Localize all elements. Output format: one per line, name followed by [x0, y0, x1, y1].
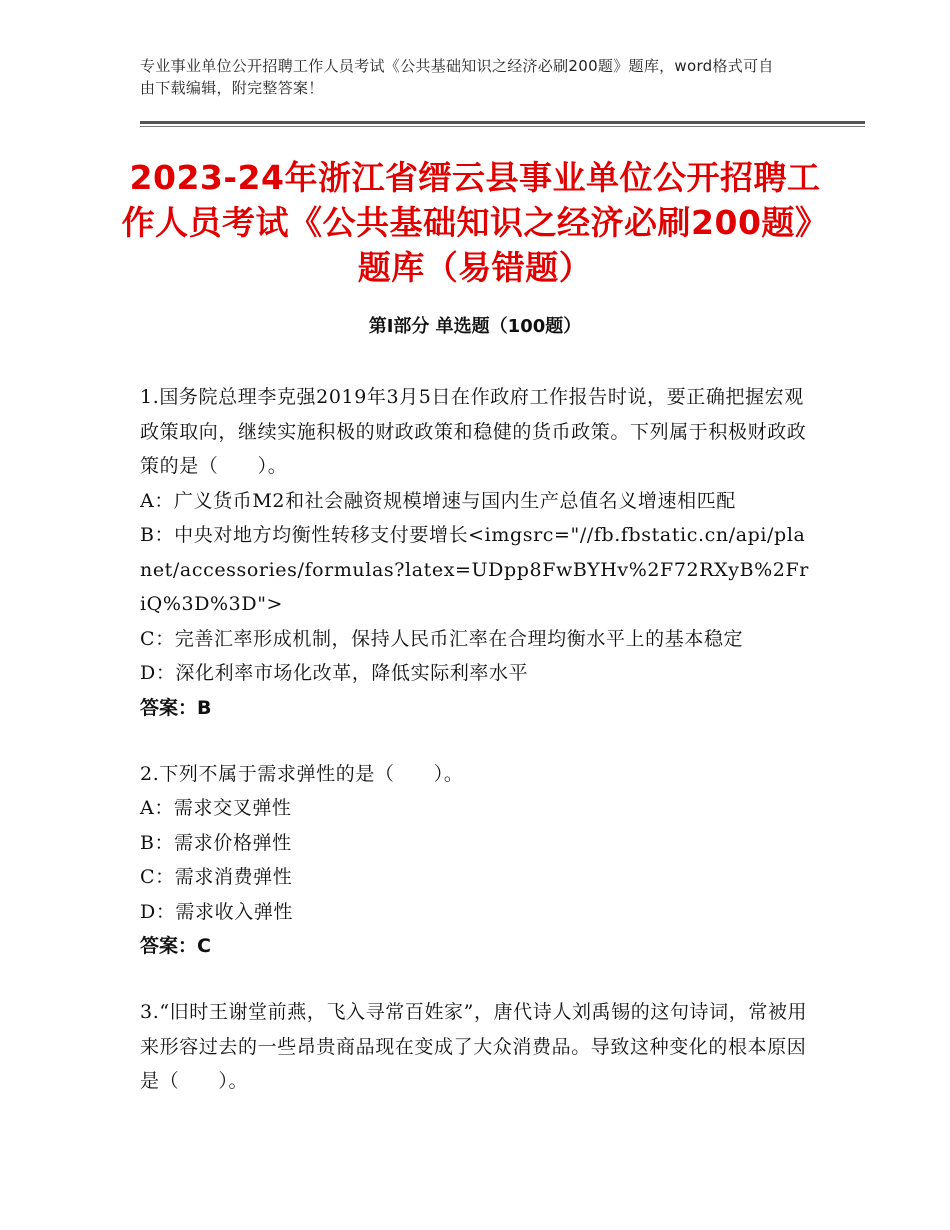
question-3: [140, 995, 810, 1099]
header-rule-thick: [140, 121, 865, 124]
question-2: [140, 757, 810, 964]
document-title: 2023-24年浙江省缙云县事业单位公开招聘工作人员考试《公共基础知识之经济必刷200题》题库（易错题）: [121, 158, 829, 287]
header-rule-thin: [140, 126, 865, 127]
question-list: [140, 380, 810, 1131]
option-b: B：需求价格弹性: [140, 831, 292, 854]
section-title: 第Ⅰ部分 单选题（100题）: [368, 316, 582, 337]
option-d: D：需求收入弹性: [140, 900, 294, 923]
option-a: A：广义货币M2和社会融资规模增速与国内生产总值名义增速相匹配: [140, 489, 736, 512]
option-c: C：需求消费弹性: [140, 866, 293, 888]
option-b: B：中央对地方均衡性转移支付要增长<imgsrc="//fb.fbstatic.cn/api/planet/accessories/formulas?latex=UDpp8FwBYHv%2F72RXyB%2FriQ%3D%3D">: [140, 524, 809, 615]
question-stem: 1.国务院总理李克强2019年3月5日在作政府工作报告时说，要正确把握宏观政策取向，继续实施积极的财政政策和稳健的货币政策。下列属于积极财政政策的是（ ）。: [140, 386, 807, 477]
option-c: C：完善汇率形成机制，保持人民币汇率在合理均衡水平上的基本稳定: [140, 627, 744, 650]
answer: 答案：B: [140, 696, 212, 719]
question-stem: 3.“旧时王谢堂前燕，飞入寻常百姓家”，唐代诗人刘禹锡的这句诗词，常被用来形容过去的一些昂贵商品现在变成了大众消费品。导致这种变化的根本原因是（ ）。: [140, 1001, 808, 1092]
question-stem: 2.下列不属于需求弹性的是（ ）。: [140, 762, 464, 785]
answer: 答案：C: [140, 935, 211, 957]
header-note: 专业事业单位公开招聘工作人员考试《公共基础知识之经济必刷200题》题库，word格式可自由下载编辑，附完整答案！: [140, 57, 774, 97]
option-a: A：需求交叉弹性: [140, 797, 292, 819]
question-1: [140, 380, 810, 725]
option-d: D：深化利率市场化改革，降低实际利率水平: [140, 662, 529, 684]
